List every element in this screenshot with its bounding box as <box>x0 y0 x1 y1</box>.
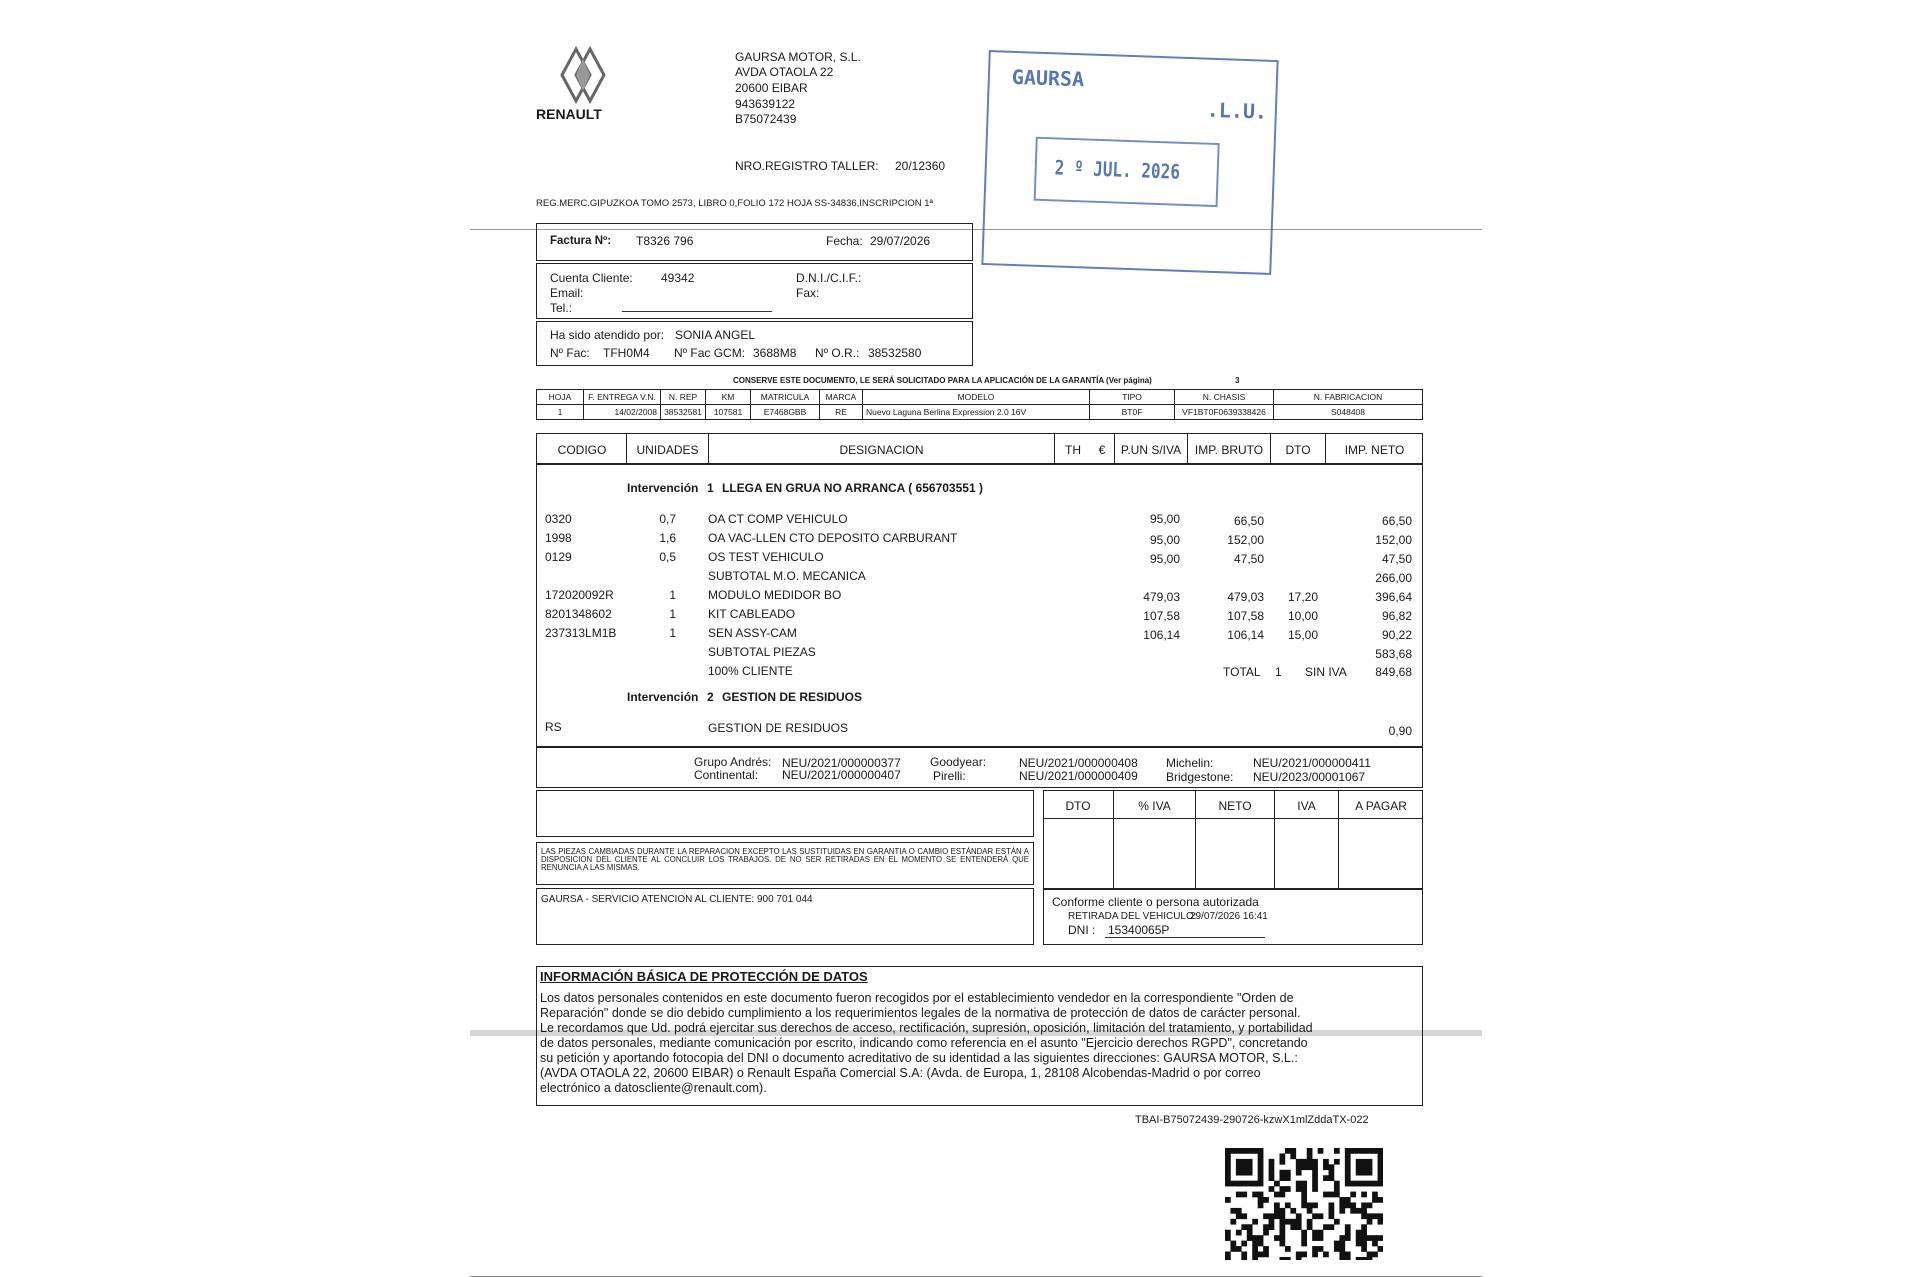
registro-label: NRO.REGISTRO TALLER: <box>735 159 879 173</box>
row-desc: OA VAC-LLEN CTO DEPOSITO CARBURANT <box>708 531 958 545</box>
vehicle-value: Nuevo Laguna Berlina Expression 2.0 16V <box>863 405 1090 420</box>
row-neto: 66,50 <box>1381 514 1412 528</box>
privacy-line: Le recordamos que Ud. podrá ejercitar sus derechos de acceso, rectificación, supresión, oposición, limitación del tratamiento, y portabilidad <box>540 1021 1313 1035</box>
redacted-line <box>622 311 772 312</box>
row-code: 172020092R <box>545 588 614 602</box>
warranty-page: 3 <box>1235 376 1240 385</box>
vehicle-header: MATRICULA <box>751 390 820 405</box>
row-desc: SEN ASSY-CAM <box>708 626 797 640</box>
retirada-value: 29/07/2026 16:41 <box>1190 911 1268 922</box>
blank-box <box>536 790 1034 837</box>
invoice-number: T8326 796 <box>636 234 694 248</box>
row-neto: 152,00 <box>1375 533 1412 547</box>
tyre-value: NEU/2023/00001067 <box>1253 770 1366 784</box>
vehicle-value: VF1BT0F0639338426 <box>1175 405 1274 420</box>
attended-name: SONIA ANGEL <box>675 328 756 342</box>
tyre-label: Michelin: <box>1166 756 1214 770</box>
row-dto: 10,00 <box>1287 609 1318 623</box>
intervention-1-title: LLEGA EN GRUA NO ARRANCA ( 656703551 ) <box>722 481 983 495</box>
row-pun: 107,58 <box>1143 609 1180 623</box>
col-header-codigo: CODIGO <box>557 443 607 457</box>
vehicle-header: F. ENTREGA V.N. <box>584 390 661 405</box>
tyre-label: Grupo Andrés: <box>694 755 772 769</box>
vehicle-value: BT0F <box>1090 405 1175 420</box>
row-code: 0320 <box>545 512 572 526</box>
privacy-line: electrónico a datoscliente@renault.com). <box>540 1081 767 1095</box>
company-line-1: GAURSA MOTOR, S.L. <box>735 50 861 64</box>
row-pun: 106,14 <box>1143 628 1180 642</box>
row-neto: 96,82 <box>1381 609 1412 623</box>
stamp-line-1: GAURSA <box>1011 64 1085 92</box>
row-desc: MODULO MEDIDOR BO <box>708 588 842 602</box>
intervention-1-num: 1 <box>707 481 714 495</box>
conforme-dni-label: DNI : <box>1068 923 1096 937</box>
total-num: 1 <box>1275 665 1282 679</box>
col-header-unidades: UNIDADES <box>636 443 699 457</box>
row-neto: 266,00 <box>1375 571 1412 585</box>
brand-name: RENAULT <box>536 106 602 122</box>
fax-label: Fax: <box>796 286 820 300</box>
privacy-line: su petición y aportando fotocopia del DNI o documento acreditativo de su identidad a las siguientes direcciones: GAURSA MOTOR, S.L.: <box>540 1051 1298 1065</box>
dni-label: D.N.I./C.I.F.: <box>796 271 862 285</box>
summary-header-border <box>1043 818 1423 819</box>
email-label: Email: <box>550 286 584 300</box>
row-code: 0129 <box>545 550 572 564</box>
intervention-2-title: GESTION DE RESIDUOS <box>722 690 863 704</box>
col-header-euro: € <box>1098 443 1106 457</box>
row-desc: OA CT COMP VEHICULO <box>708 512 848 526</box>
company-line-3: 20600 EIBAR <box>735 81 808 95</box>
col-header-bruto: IMP. BRUTO <box>1194 443 1264 457</box>
intervention-2-label: Intervención <box>627 690 699 704</box>
tyre-value: NEU/2021/000000408 <box>1019 756 1138 770</box>
row-desc: KIT CABLEADO <box>708 607 796 621</box>
vehicle-header: N. FABRICACION <box>1274 390 1423 405</box>
tyre-label: Continental: <box>694 768 759 782</box>
row-code: 237313LM1B <box>545 626 617 640</box>
summary-header-iva-pct: % IVA <box>1138 799 1171 813</box>
nor-label: Nº O.R.: <box>815 346 860 360</box>
vehicle-table <box>536 389 1423 420</box>
row-bruto: 152,00 <box>1227 533 1264 547</box>
vehicle-value: 1 <box>537 405 584 420</box>
renault-diamond-icon <box>540 45 640 115</box>
privacy-title: INFORMACIÓN BÁSICA DE PROTECCIÓN DE DATOS <box>540 969 868 984</box>
conforme-dni: 15340065P <box>1108 923 1170 937</box>
vehicle-value: 107581 <box>706 405 751 420</box>
row-desc: 100% CLIENTE <box>708 664 793 678</box>
col-header-dto: DTO <box>1285 443 1311 457</box>
vehicle-value: RE <box>820 405 863 420</box>
residuos-neto: 0,90 <box>1388 724 1412 738</box>
row-desc: SUBTOTAL M.O. MECANICA <box>708 569 866 583</box>
received-stamp <box>981 50 1278 275</box>
row-units: 1 <box>669 607 676 621</box>
row-desc: OS TEST VEHICULO <box>708 550 824 564</box>
retirada-label: RETIRADA DEL VEHICULO: <box>1068 911 1197 922</box>
warranty-note: CONSERVE ESTE DOCUMENTO, LE SERÁ SOLICITADO PARA LA APLICACIÓN DE LA GARANTÍA (Ver página) <box>733 376 1152 385</box>
signature-line <box>1105 937 1265 938</box>
nfac-label: Nº Fac: <box>550 346 590 360</box>
invoice-date: 29/07/2026 <box>870 234 931 248</box>
qr-code-icon <box>1225 1148 1383 1260</box>
vehicle-header: HOJA <box>537 390 584 405</box>
company-line-5: B75072439 <box>735 112 797 126</box>
col-header-designacion: DESIGNACION <box>839 443 924 457</box>
total-label: TOTAL <box>1223 665 1261 679</box>
residuos-code: RS <box>545 720 562 734</box>
vehicle-value: S048408 <box>1274 405 1423 420</box>
row-bruto: 47,50 <box>1233 552 1264 566</box>
attended-label: Ha sido atendido por: <box>550 328 665 342</box>
vehicle-value: 14/02/2008 <box>584 405 661 420</box>
summary-header-pagar: A PAGAR <box>1355 799 1407 813</box>
row-units: 0,7 <box>659 512 676 526</box>
nfacgcm-label: Nº Fac GCM: <box>674 346 746 360</box>
tyre-label: Goodyear: <box>930 755 987 769</box>
lines-footer-border <box>536 746 1423 748</box>
vehicle-header: MODELO <box>863 390 1090 405</box>
residuos-desc: GESTION DE RESIDUOS <box>708 721 849 735</box>
intervention-2-num: 2 <box>707 690 714 704</box>
cuenta-label: Cuenta Cliente: <box>550 271 633 285</box>
summary-header-dto: DTO <box>1065 799 1091 813</box>
col-header-th: TH <box>1065 443 1081 457</box>
vehicle-header: N. CHASIS <box>1175 390 1274 405</box>
row-neto: 849,68 <box>1375 665 1412 679</box>
vehicle-value: E7468GBB <box>751 405 820 420</box>
vehicle-value-row <box>537 405 1423 420</box>
nfacgcm-value: 3688M8 <box>753 346 797 360</box>
row-dto: 15,00 <box>1287 628 1318 642</box>
col-header-pun: P.UN S/IVA <box>1120 443 1182 457</box>
row-pun: 95,00 <box>1149 512 1180 526</box>
stamp-line-1b: .L.U. <box>1206 97 1268 124</box>
row-bruto: 479,03 <box>1227 590 1264 604</box>
row-units: 1,6 <box>659 531 676 545</box>
row-desc: SUBTOTAL PIEZAS <box>708 645 816 659</box>
reg-merc: REG.MERC.GIPUZKOA TOMO 2573, LIBRO 0,FOLIO 172 HOJA SS-34836,INSCRIPCION 1ª <box>536 198 934 209</box>
col-header-neto: IMP. NETO <box>1344 443 1405 457</box>
tyre-value: NEU/2021/000000411 <box>1253 756 1371 770</box>
row-code: 1998 <box>545 531 572 545</box>
tyre-value: NEU/2021/000000409 <box>1019 769 1138 783</box>
qr-code <box>1225 1148 1383 1260</box>
row-neto: 396,64 <box>1375 590 1412 604</box>
row-neto: 583,68 <box>1375 647 1412 661</box>
row-dto: 17,20 <box>1287 590 1318 604</box>
vehicle-header: N. REP <box>661 390 706 405</box>
privacy-line: Los datos personales contenidos en este documento fueron recogidos por el establecimiento vendedor en la correspondiente "Orden de <box>540 991 1294 1005</box>
row-neto: 90,22 <box>1381 628 1412 642</box>
intervention-1-label: Intervención <box>627 481 699 495</box>
vehicle-header-row <box>537 390 1423 405</box>
vehicle-header: MARCA <box>820 390 863 405</box>
registro-value: 20/12360 <box>895 159 946 173</box>
cuenta-value: 49342 <box>661 271 695 285</box>
row-units: 0,5 <box>659 550 676 564</box>
invoice-number-label: Factura Nº: <box>550 235 612 247</box>
company-line-2: AVDA OTAOLA 22 <box>735 65 834 79</box>
tyre-label: Pirelli: <box>933 769 966 783</box>
total-sin-iva: SIN IVA <box>1305 665 1347 679</box>
privacy-line: Reparación" donde se dio debido cumplimiento a los requerimientos legales de la normativa de protección de datos de carácter personal. <box>540 1006 1301 1020</box>
parts-note: LAS PIEZAS CAMBIADAS DURANTE LA REPARACION EXCEPTO LAS SUSTITUIDAS EN GARANTIA O CAMBIO ESTÁNDAR ESTÁN A DISPOSICION DEL CLIENTE AL CONCLUIR LOS TRABAJOS. DE NO SER RETIRADAS EN EL MOMENTO SE ENTENDERÁ QUE RENUNCIA A LAS MISMAS. <box>541 847 1029 872</box>
privacy-line: de datos personales, mediante comunicación por escrito, indicando como referencia en el asunto "Ejercicio derechos RGPD", concretando <box>540 1036 1308 1050</box>
invoice-date-label: Fecha: <box>826 234 863 248</box>
stamp-date: 2 º JUL. 2026 <box>1054 155 1181 184</box>
company-line-4: 943639122 <box>735 97 796 111</box>
privacy-line: (AVDA OTAOLA 22, 20600 EIBAR) o Renault España Comercial S.A: (Avda. de Europa, 1, 28108 Alcobendas-Madrid o por correo <box>540 1066 1261 1080</box>
row-bruto: 66,50 <box>1233 514 1264 528</box>
service-text: GAURSA - SERVICIO ATENCION AL CLIENTE: 900 701 044 <box>541 894 813 905</box>
summary-header-iva: IVA <box>1297 799 1316 813</box>
row-pun: 95,00 <box>1149 552 1180 566</box>
tbai-code: TBAI-B75072439-290726-kzwX1mlZddaTX-022 <box>1135 1114 1369 1126</box>
row-bruto: 107,58 <box>1227 609 1264 623</box>
row-units: 1 <box>669 588 676 602</box>
nfac-value: TFH0M4 <box>603 346 650 360</box>
tyre-value: NEU/2021/000000377 <box>782 756 901 770</box>
row-pun: 479,03 <box>1143 590 1180 604</box>
row-bruto: 106,14 <box>1227 628 1264 642</box>
row-units: 1 <box>669 626 676 640</box>
row-pun: 95,00 <box>1149 533 1180 547</box>
tyre-label: Bridgestone: <box>1166 770 1234 784</box>
summary-header-neto: NETO <box>1218 799 1252 813</box>
tel-label: Tel.: <box>550 301 573 315</box>
vehicle-header: TIPO <box>1090 390 1175 405</box>
tyre-value: NEU/2021/000000407 <box>782 768 901 782</box>
nor-value: 38532580 <box>868 346 922 360</box>
vehicle-header: KM <box>706 390 751 405</box>
row-code: 8201348602 <box>545 607 612 621</box>
conforme-title: Conforme cliente o persona autorizada <box>1052 895 1259 909</box>
vehicle-value: 38532581 <box>661 405 706 420</box>
row-neto: 47,50 <box>1381 552 1412 566</box>
